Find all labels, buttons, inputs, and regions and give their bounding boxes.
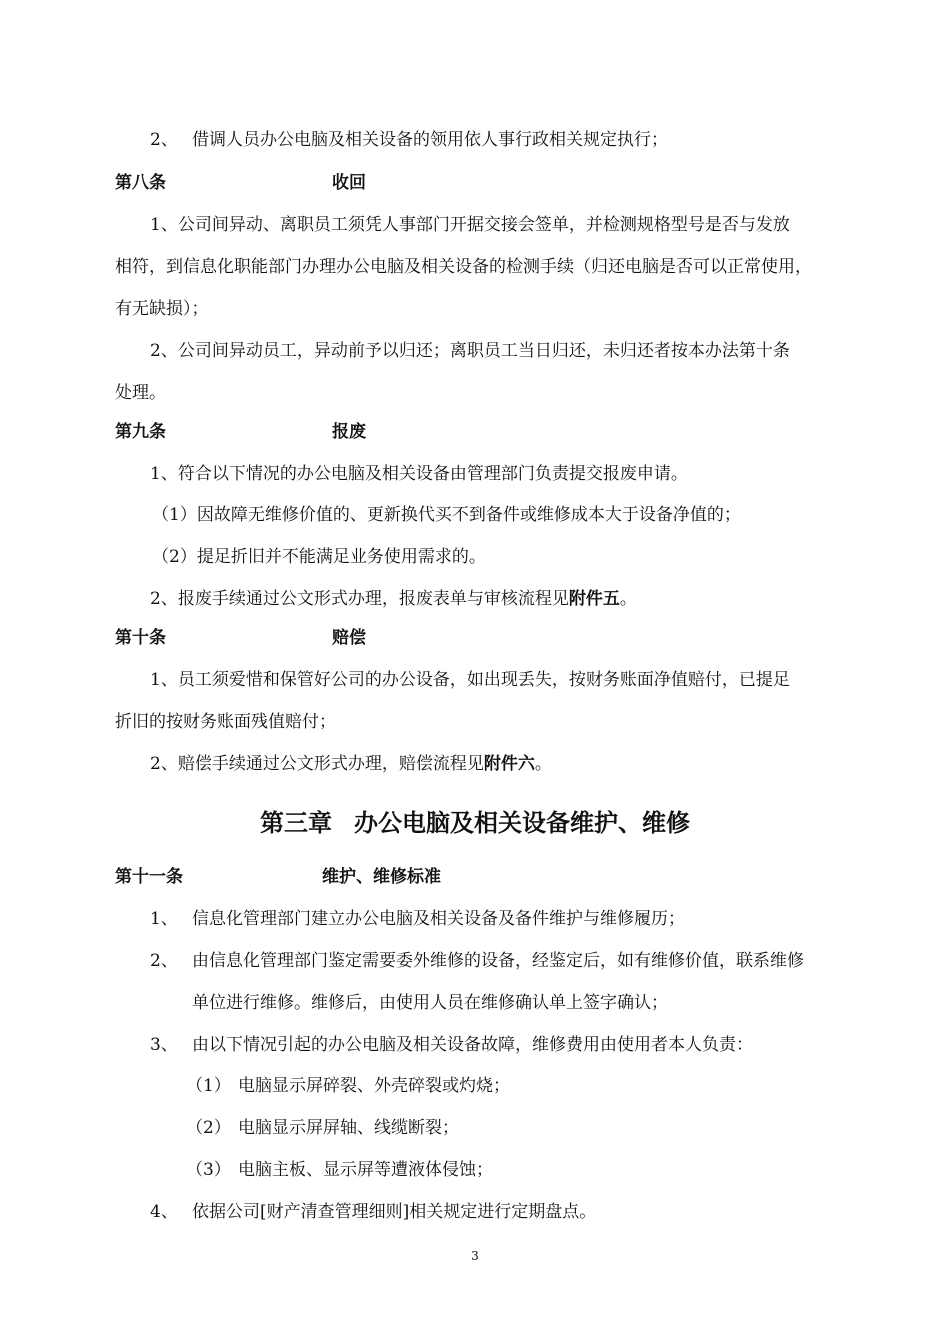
article11-item2-line2: 单位进行维修。维修后，由使用人员在维修确认单上签字确认； bbox=[192, 993, 668, 1013]
attachment-reference: 附件六 bbox=[483, 754, 535, 774]
article8-item1-line3: 有无缺损）； bbox=[115, 299, 209, 319]
article8-item1-line2: 相符，到信息化职能部门办理办公电脑及相关设备的检测手续（归还电脑是否可以正常使用， bbox=[115, 257, 812, 277]
item-text: 信息化管理部门建立办公电脑及相关设备及备件维护与维修履历； bbox=[192, 909, 685, 929]
article8-label: 第八条 bbox=[115, 173, 166, 193]
item-number: 1、 bbox=[150, 909, 178, 929]
article10-item2 bbox=[150, 752, 552, 776]
item-text: 依据公司[财产清查管理细则]相关规定进行定期盘点。 bbox=[192, 1202, 597, 1222]
article11-sub1 bbox=[186, 1074, 510, 1098]
item-number: 3、 bbox=[150, 1035, 178, 1055]
article8-title: 收回 bbox=[332, 173, 366, 193]
article9-item2 bbox=[150, 587, 637, 611]
article11-sub2 bbox=[186, 1116, 459, 1140]
sub-text: 电脑主板、显示屏等遭液体侵蚀； bbox=[238, 1160, 493, 1180]
article11-item4 bbox=[150, 1200, 596, 1224]
article9-title: 报废 bbox=[332, 422, 366, 442]
article11-item3 bbox=[150, 1033, 753, 1057]
article11-item1 bbox=[150, 907, 685, 931]
item-text-end: 。 bbox=[619, 589, 637, 609]
item-text-end: 。 bbox=[534, 754, 552, 774]
item-number: 2、 bbox=[150, 130, 178, 150]
item-text: 由以下情况引起的办公电脑及相关设备故障，维修费用由使用者本人负责： bbox=[192, 1035, 753, 1055]
item-text: 借调人员办公电脑及相关设备的领用依人事行政相关规定执行； bbox=[192, 130, 668, 150]
sub-text: 电脑显示屏屏轴、线缆断裂； bbox=[238, 1118, 459, 1138]
sub-text: 电脑显示屏碎裂、外壳碎裂或灼烧； bbox=[238, 1076, 510, 1096]
article8-item2-line1: 2、公司间异动员工，异动前予以归还；离职员工当日归还，未归还者按本办法第十条 bbox=[150, 341, 790, 361]
article8-item2-line2: 处理。 bbox=[115, 383, 166, 403]
article10-title: 赔偿 bbox=[332, 628, 366, 648]
article8-item1-line1: 1、公司间异动、离职员工须凭人事部门开据交接会签单，并检测规格型号是否与发放 bbox=[150, 215, 790, 235]
chapter-title: 办公电脑及相关设备维护、维修 bbox=[354, 808, 690, 837]
item-text: 2、赔偿手续通过公文形式办理，赔偿流程见 bbox=[150, 754, 484, 774]
article10-item1-line1: 1、员工须爱惜和保管好公司的办公设备，如出现丢失，按财务账面净值赔付，已提足 bbox=[150, 670, 790, 690]
sub-number: （1） bbox=[186, 1076, 231, 1096]
item-text: 2、报废手续通过公文形式办理，报废表单与审核流程见 bbox=[150, 589, 569, 609]
article10-item1-line2: 折旧的按财务账面残值赔付； bbox=[115, 712, 336, 732]
chapter-label: 第三章 bbox=[260, 808, 332, 837]
article11-title: 维护、维修标准 bbox=[322, 867, 441, 887]
article9-label: 第九条 bbox=[115, 422, 166, 442]
sub-number: （3） bbox=[186, 1160, 231, 1180]
sub-number: （2） bbox=[186, 1118, 231, 1138]
item-number: 4、 bbox=[150, 1202, 178, 1222]
article7-item2 bbox=[150, 128, 668, 152]
article9-sub2: （2）提足折旧并不能满足业务使用需求的。 bbox=[152, 547, 486, 567]
item-number: 2、 bbox=[150, 951, 178, 971]
page-number: 3 bbox=[471, 1249, 479, 1263]
article11-label: 第十一条 bbox=[115, 867, 183, 887]
attachment-reference: 附件五 bbox=[568, 589, 620, 609]
chapter-heading bbox=[0, 807, 950, 839]
article11-sub3 bbox=[186, 1158, 493, 1182]
article10-label: 第十条 bbox=[115, 628, 166, 648]
article11-item2-line1 bbox=[150, 949, 804, 973]
article9-item1: 1、符合以下情况的办公电脑及相关设备由管理部门负责提交报废申请。 bbox=[150, 464, 688, 484]
article9-sub1: （1）因故障无维修价值的、更新换代买不到备件或维修成本大于设备净值的； bbox=[152, 505, 741, 525]
item-text: 由信息化管理部门鉴定需要委外维修的设备，经鉴定后，如有维修价值，联系维修 bbox=[192, 951, 804, 971]
